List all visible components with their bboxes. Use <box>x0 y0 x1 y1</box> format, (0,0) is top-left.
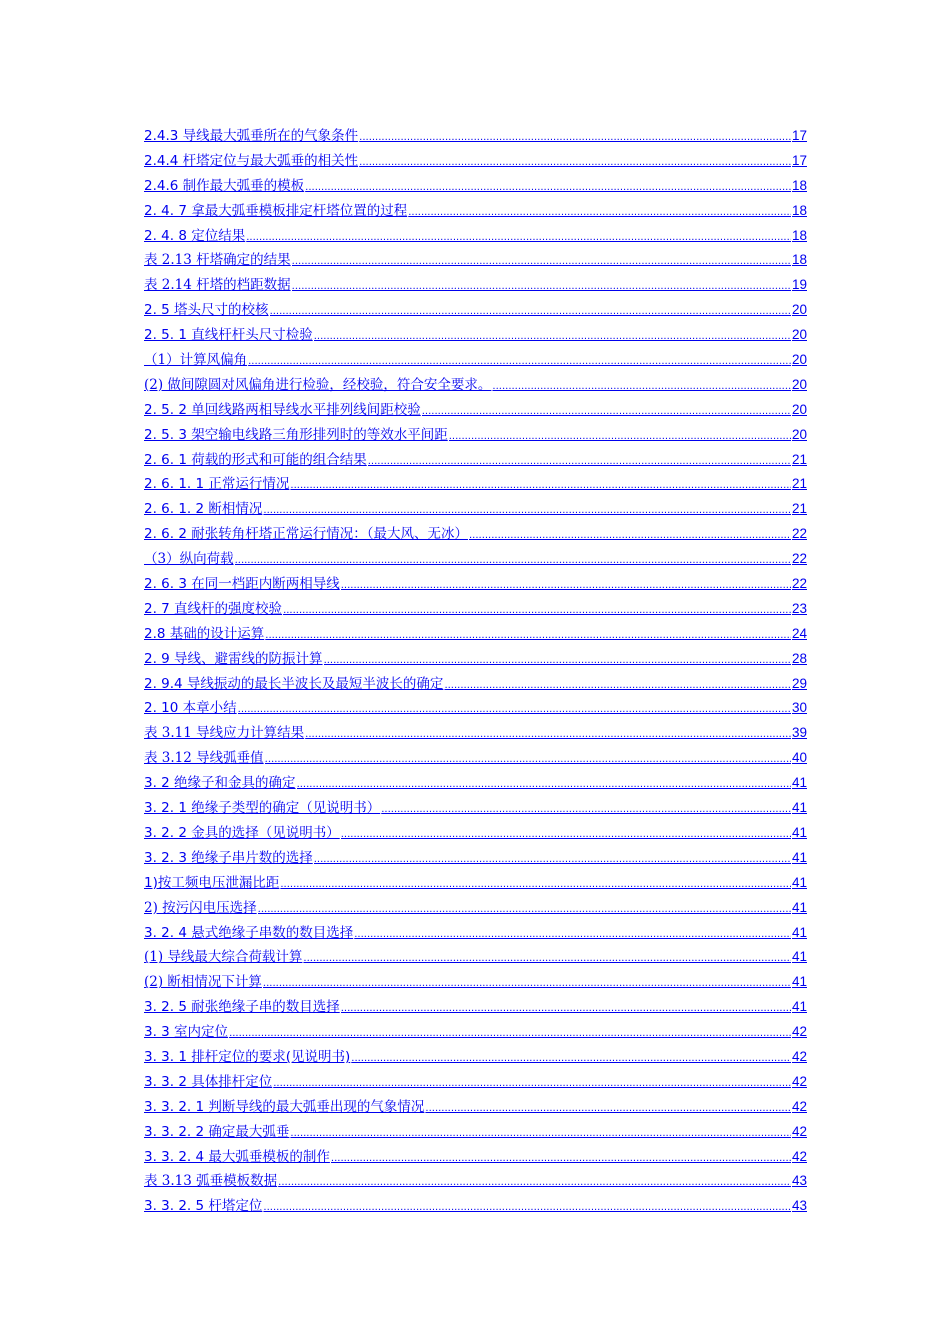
toc-dot-leader <box>263 974 791 994</box>
toc-dot-leader <box>265 626 791 646</box>
toc-entry-link[interactable] <box>144 773 807 798</box>
toc-dot-leader <box>263 501 791 521</box>
toc-dot-leader <box>324 651 791 671</box>
toc-page-number: 18 <box>791 202 807 218</box>
toc-page-number: 28 <box>791 650 807 666</box>
toc-dot-leader <box>290 476 791 496</box>
toc-page-number: 43 <box>791 1198 807 1214</box>
toc-page-number: 18 <box>791 227 807 243</box>
toc-entry-title: （3）纵向荷载 <box>144 551 234 568</box>
toc-page-number: 20 <box>791 401 807 417</box>
toc-page-number: 17 <box>791 152 807 168</box>
toc-entry-title: 表 3.13 弧垂模板数据 <box>144 1173 278 1190</box>
toc-page-number: 41 <box>791 974 807 990</box>
toc-entry-link[interactable] <box>144 624 807 649</box>
toc-page-number: 41 <box>791 824 807 840</box>
toc-dot-leader <box>290 1124 791 1144</box>
toc-entry-link[interactable] <box>144 873 807 898</box>
toc-dot-leader <box>305 725 791 745</box>
toc-dot-leader <box>229 1024 791 1044</box>
toc-page-number: 42 <box>791 1073 807 1089</box>
toc-page-number: 39 <box>791 725 807 741</box>
toc-entry-link[interactable] <box>144 674 807 699</box>
toc-dot-leader <box>283 601 791 621</box>
toc-page-number: 42 <box>791 1123 807 1139</box>
toc-entry-link[interactable] <box>144 923 807 948</box>
toc-dot-leader <box>246 228 791 248</box>
toc-entry-title: 2. 10 本章小结 <box>144 700 237 717</box>
toc-dot-leader <box>314 850 791 870</box>
toc-entry-link[interactable] <box>144 1072 807 1097</box>
toc-page-number: 41 <box>791 775 807 791</box>
toc-page-number: 42 <box>791 1098 807 1114</box>
toc-dot-leader <box>422 402 791 422</box>
toc-dot-leader <box>341 825 791 845</box>
toc-entry-link[interactable] <box>144 375 807 400</box>
toc-entry-link[interactable] <box>144 549 807 574</box>
toc-dot-leader <box>449 427 791 447</box>
toc-page-number: 19 <box>791 277 807 293</box>
toc-entry-title: 2. 9 导线、避雷线的防振计算 <box>144 650 323 667</box>
toc-dot-leader <box>444 676 791 696</box>
toc-page-number: 22 <box>791 526 807 542</box>
toc-page-number: 41 <box>791 899 807 915</box>
toc-dot-leader <box>341 999 791 1019</box>
toc-entry-link[interactable] <box>144 499 807 524</box>
toc-entry-link[interactable] <box>144 275 807 300</box>
toc-dot-leader <box>265 750 791 770</box>
toc-entry-title: 3. 2. 1 绝缘子类型的确定（见说明书） <box>144 800 381 817</box>
toc-entry-title: （1）计算风偏角 <box>144 352 248 369</box>
toc-dot-leader <box>305 178 791 198</box>
toc-dot-leader <box>238 700 791 720</box>
toc-entry-title: 表 2.13 杆塔确定的结果 <box>144 252 291 269</box>
toc-entry-title: 3. 3. 2 具体排杆定位 <box>144 1073 273 1090</box>
toc-page-number: 22 <box>791 576 807 592</box>
toc-dot-leader <box>270 302 791 322</box>
toc-entry-link[interactable] <box>144 723 807 748</box>
toc-entry-title: 2. 5. 1 直线杆杆头尺寸检验 <box>144 327 313 344</box>
toc-dot-leader <box>408 203 791 223</box>
toc-entry-link[interactable] <box>144 1097 807 1122</box>
toc-dot-leader <box>248 352 791 372</box>
toc-entry-link[interactable] <box>144 474 807 499</box>
toc-entry-link[interactable] <box>144 898 807 923</box>
toc-entry-title: 3. 2. 4 悬式绝缘子串数的数目选择 <box>144 924 354 941</box>
toc-entry-title: 3. 3. 1 排杆定位的要求(见说明书) <box>144 1048 351 1065</box>
toc-entry-title: 3. 3. 2. 1 判断导线的最大弧垂出现的气象情况 <box>144 1098 425 1115</box>
toc-entry-link[interactable] <box>144 176 807 201</box>
toc-entry-link[interactable] <box>144 1047 807 1072</box>
toc-dot-leader <box>425 1099 791 1119</box>
toc-entry-title: 2. 4. 8 定位结果 <box>144 227 246 244</box>
toc-entry-title: 2) 按污闪电压选择 <box>144 899 257 916</box>
toc-entry-link[interactable] <box>144 748 807 773</box>
toc-dot-leader <box>314 327 791 347</box>
toc-page-number: 24 <box>791 625 807 641</box>
toc-dot-leader <box>273 1074 791 1094</box>
toc-page-number: 43 <box>791 1173 807 1189</box>
toc-entry-link[interactable] <box>144 450 807 475</box>
toc-entry-link[interactable] <box>144 798 807 823</box>
toc-entry-link[interactable] <box>144 574 807 599</box>
toc-entry-title: 表 3.12 导线弧垂值 <box>144 750 264 767</box>
toc-dot-leader <box>359 128 791 148</box>
toc-entry-link[interactable] <box>144 848 807 873</box>
toc-entry-title: 2. 5. 3 架空输电线路三角形排列时的等效水平间距 <box>144 426 448 443</box>
toc-entry-title: 3. 3. 2. 2 确定最大弧垂 <box>144 1123 290 1140</box>
toc-dot-leader <box>331 1149 791 1169</box>
toc-entry-link[interactable] <box>144 947 807 972</box>
toc-page-number: 41 <box>791 949 807 965</box>
toc-entry-title: 2. 6. 1. 1 正常运行情况 <box>144 476 290 493</box>
toc-page-number: 20 <box>791 376 807 392</box>
toc-entry-title: 表 3.11 导线应力计算结果 <box>144 725 305 742</box>
toc-page-number: 41 <box>791 800 807 816</box>
toc-entry-link[interactable] <box>144 300 807 325</box>
toc-page-number: 23 <box>791 600 807 616</box>
toc-entry-title: 2. 5 塔头尺寸的校核 <box>144 302 269 319</box>
toc-entry-link[interactable] <box>144 524 807 549</box>
toc-entry-link[interactable] <box>144 1147 807 1172</box>
toc-entry-title: (1) 导线最大综合荷载计算 <box>144 949 303 966</box>
toc-entry-title: 3. 2. 2 金具的选择（见说明书） <box>144 824 340 841</box>
toc-dot-leader <box>278 1173 791 1193</box>
toc-entry-title: 3. 2 绝缘子和金具的确定 <box>144 775 296 792</box>
toc-entry-link[interactable] <box>144 201 807 226</box>
toc-entry-title: (2) 做间隙圆对风偏角进行检验，经校验，符合安全要求。 <box>144 376 492 393</box>
toc-dot-leader <box>359 153 791 173</box>
toc-page-number: 21 <box>791 451 807 467</box>
toc-entry-title: 3. 3. 2. 5 杆塔定位 <box>144 1198 263 1215</box>
toc-entry-link[interactable] <box>144 151 807 176</box>
toc-page-number: 18 <box>791 252 807 268</box>
toc-entry-link[interactable] <box>144 250 807 275</box>
toc-dot-leader <box>292 252 791 272</box>
toc-entry-title: 2. 6. 1. 2 断相情况 <box>144 501 263 518</box>
toc-entry-title: 2.4.6 制作最大弧垂的模板 <box>144 177 305 194</box>
toc-dot-leader <box>280 875 791 895</box>
toc-entry-title: 2.8 基础的设计运算 <box>144 625 265 642</box>
toc-page-number: 20 <box>791 302 807 318</box>
toc-entry-link[interactable] <box>144 698 807 723</box>
toc-entry-link[interactable] <box>144 1122 807 1147</box>
toc-page-number: 21 <box>791 476 807 492</box>
toc-page-number: 17 <box>791 128 807 143</box>
toc-dot-leader <box>303 949 791 969</box>
toc-entry-link[interactable] <box>144 823 807 848</box>
toc-page-number: 22 <box>791 551 807 567</box>
toc-entry-title: 1)按工频电压泄漏比距 <box>144 874 280 891</box>
toc-dot-leader <box>354 925 791 945</box>
toc-entry-link[interactable] <box>144 599 807 624</box>
toc-entry-title: 2. 9.4 导线振动的最长半波长及最短半波长的确定 <box>144 675 444 692</box>
toc-page-number: 20 <box>791 352 807 368</box>
toc-dot-leader <box>492 377 791 397</box>
toc-dot-leader <box>341 576 791 596</box>
toc-dot-leader <box>351 1049 791 1069</box>
toc-entry-link[interactable] <box>144 649 807 674</box>
toc-entry-title: 2.4.3 导线最大弧垂所在的气象条件 <box>144 128 359 144</box>
toc-entry-link[interactable] <box>144 1022 807 1047</box>
toc-entry-link[interactable] <box>144 1171 807 1196</box>
toc-entry-link[interactable] <box>144 350 807 375</box>
toc-entry-link[interactable] <box>144 1196 807 1221</box>
toc-dot-leader <box>235 551 791 571</box>
toc-dot-leader <box>469 526 791 546</box>
toc-entry-title: 2. 6. 1 荷载的形式和可能的组合结果 <box>144 451 367 468</box>
toc-dot-leader <box>368 452 791 472</box>
toc-entry-link[interactable] <box>144 997 807 1022</box>
toc-entry-title: 2. 7 直线杆的强度校验 <box>144 600 283 617</box>
toc-entry-title: 表 2.14 杆塔的档距数据 <box>144 277 291 294</box>
toc-page-number: 40 <box>791 750 807 766</box>
toc-entry-title: 2.4.4 杆塔定位与最大弧垂的相关性 <box>144 152 359 169</box>
toc-entry-link[interactable] <box>144 325 807 350</box>
toc-entry-title: (2) 断相情况下计算 <box>144 974 262 991</box>
toc-entry-title: 2. 4. 7 拿最大弧垂模板排定杆塔位置的过程 <box>144 202 408 219</box>
toc-page-number: 42 <box>791 1024 807 1040</box>
toc-page-number: 41 <box>791 874 807 890</box>
toc-entry-link[interactable] <box>144 425 807 450</box>
toc-entry-title: 3. 2. 5 耐张绝缘子串的数目选择 <box>144 999 340 1016</box>
toc-dot-leader <box>381 800 791 820</box>
toc-page-number: 20 <box>791 327 807 343</box>
toc-dot-leader <box>292 277 791 297</box>
toc-entry-link[interactable] <box>144 972 807 997</box>
toc-page-number: 21 <box>791 501 807 517</box>
toc-entry-title: 3. 3. 2. 4 最大弧垂模板的制作 <box>144 1148 330 1165</box>
toc-page-number: 29 <box>791 675 807 691</box>
toc-page-number: 42 <box>791 1148 807 1164</box>
toc-entry-title: 2. 6. 2 耐张转角杆塔正常运行情况：（最大风、无冰） <box>144 526 468 543</box>
toc-page-number: 42 <box>791 1048 807 1064</box>
toc-entry-title: 2. 6. 3 在同一档距内断两相导线 <box>144 576 340 593</box>
toc-entry-link[interactable] <box>144 400 807 425</box>
toc-entry-title: 2. 5. 2 单回线路两相导线水平排列线间距校验 <box>144 401 421 418</box>
toc-page-number: 18 <box>791 177 807 193</box>
table-of-contents <box>144 126 807 1221</box>
toc-entry-link[interactable] <box>144 226 807 251</box>
toc-entry-title: 3. 3 室内定位 <box>144 1024 229 1041</box>
toc-page-number: 30 <box>791 700 807 716</box>
toc-dot-leader <box>297 775 791 795</box>
toc-page-number: 41 <box>791 999 807 1015</box>
toc-page-number: 41 <box>791 849 807 865</box>
toc-dot-leader <box>258 900 791 920</box>
toc-entry-title: 3. 2. 3 绝缘子串片数的选择 <box>144 849 313 866</box>
toc-page-number: 41 <box>791 924 807 940</box>
toc-dot-leader <box>263 1198 791 1218</box>
toc-page-number: 20 <box>791 426 807 442</box>
toc-entry-link[interactable] <box>144 126 807 151</box>
